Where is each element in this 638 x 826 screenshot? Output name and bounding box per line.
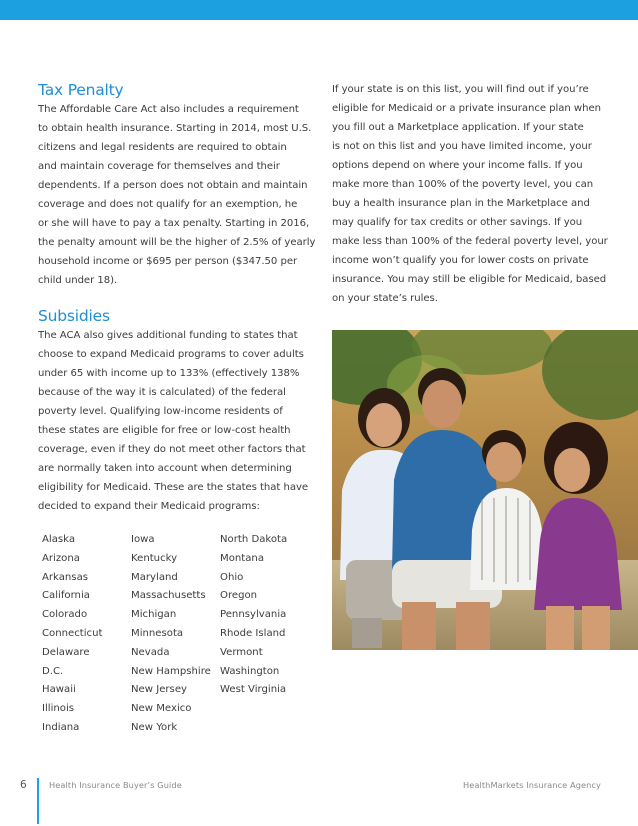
state-item: Nevada: [131, 646, 170, 658]
tax-penalty-heading: Tax Penalty: [38, 81, 124, 99]
text-line: The ACA also gives additional funding to states that: [38, 330, 298, 341]
state-item: New Jersey: [131, 684, 188, 696]
state-item: Maryland: [131, 571, 178, 583]
text-line: The Affordable Care Act also includes a requirement: [38, 104, 299, 115]
text-line: decided to expand their Medicaid programs:: [38, 501, 260, 512]
states-column-2: [131, 531, 221, 738]
state-item: North Dakota: [220, 534, 288, 545]
page-footer: [0, 776, 638, 826]
text-line: child under 18).: [38, 275, 118, 286]
family-photo: [332, 330, 638, 650]
state-item: Ohio: [220, 571, 244, 583]
state-item: Illinois: [42, 703, 75, 715]
footer-divider: [37, 778, 39, 824]
top-accent-bar: [0, 0, 638, 20]
state-item: Vermont: [220, 646, 263, 658]
state-item: Washington: [220, 665, 280, 677]
text-line: buy a health insurance plan in the Marketplace and: [332, 198, 590, 209]
text-line: these states are eligible for free or low-cost health: [38, 425, 291, 436]
text-line: eligible for Medicaid or a private insurance plan when: [332, 103, 601, 114]
state-item: Indiana: [42, 721, 80, 733]
state-item: New Hampshire: [131, 665, 211, 677]
text-line: to obtain health insurance. Starting in 2014, most U.S.: [38, 123, 312, 134]
text-line: options depend on where your income falls. If you: [332, 160, 583, 171]
state-item: Delaware: [42, 646, 90, 658]
state-item: Alaska: [42, 534, 76, 545]
state-item: Massachusetts: [131, 590, 206, 602]
page-number: 6: [20, 779, 27, 791]
marketplace-paragraph: [332, 80, 608, 308]
text-line: because of the way it is calculated) of the federal: [38, 387, 286, 398]
tax-penalty-paragraph: [38, 100, 316, 290]
state-item: Connecticut: [42, 627, 103, 639]
text-line: eligibility for Medicaid. These are the states that have: [38, 482, 309, 493]
text-line: citizens and legal residents are required to obtain: [38, 142, 287, 153]
text-line: or she will have to pay a tax penalty. Starting in 2016,: [38, 218, 310, 229]
text-line: make more than 100% of the poverty level, you can: [332, 179, 594, 190]
text-line: make less than 100% of the federal poverty level, your: [332, 236, 608, 247]
text-line: the penalty amount will be the higher of 2.5% of yearly: [38, 237, 316, 248]
states-column-1: [42, 531, 132, 738]
footer-guide-title: Health Insurance Buyer’s Guide: [49, 780, 182, 790]
text-line: and maintain coverage for themselves and their: [38, 161, 280, 172]
states-column-3: [220, 531, 310, 700]
text-line: household income or $695 per person ($347.50 per: [38, 256, 298, 267]
state-item: Montana: [220, 552, 265, 564]
state-item: New York: [131, 721, 178, 733]
state-item: California: [42, 590, 90, 602]
text-line: on your state’s rules.: [332, 293, 438, 304]
text-line: insurance. You may still be eligible for Medicaid, based: [332, 274, 607, 285]
state-item: Arkansas: [42, 571, 89, 583]
text-line: you fill out a Marketplace application. If your state: [332, 122, 584, 133]
state-item: Hawaii: [42, 684, 76, 696]
state-item: Kentucky: [131, 552, 178, 564]
text-line: may qualify for tax credits or other savings. If you: [332, 217, 583, 228]
subsidies-paragraph: [38, 326, 309, 516]
state-item: New Mexico: [131, 703, 192, 715]
state-item: D.C.: [42, 665, 64, 677]
text-line: coverage, even if they do not meet other factors that: [38, 444, 306, 455]
state-item: Rhode Island: [220, 627, 286, 639]
right-column: [332, 80, 608, 308]
subsidies-heading: Subsidies: [38, 307, 110, 325]
state-item: Iowa: [131, 534, 155, 545]
text-line: dependents. If a person does not obtain and maintain: [38, 180, 308, 191]
text-line: coverage and does not qualify for an exemption, he: [38, 199, 298, 210]
state-item: Minnesota: [131, 627, 184, 639]
state-item: West Virginia: [220, 684, 287, 696]
text-line: choose to expand Medicaid programs to cover adults: [38, 349, 304, 360]
state-item: Arizona: [42, 552, 80, 564]
state-item: Pennsylvania: [220, 609, 287, 621]
state-item: Oregon: [220, 590, 258, 602]
state-item: Michigan: [131, 609, 177, 621]
footer-agency-name: HealthMarkets Insurance Agency: [462, 780, 601, 790]
text-line: under 65 with income up to 133% (effectively 138%: [38, 368, 300, 379]
left-column: [38, 80, 316, 516]
text-line: is not on this list and you have limited income, your: [332, 141, 592, 152]
state-item: Colorado: [42, 609, 88, 621]
text-line: If your state is on this list, you will find out if you’re: [332, 84, 589, 95]
text-line: poverty level. Qualifying low-income residents of: [38, 406, 283, 417]
text-line: income won’t qualify you for lower costs on private: [332, 255, 589, 266]
text-line: are normally taken into account when determining: [38, 463, 292, 474]
